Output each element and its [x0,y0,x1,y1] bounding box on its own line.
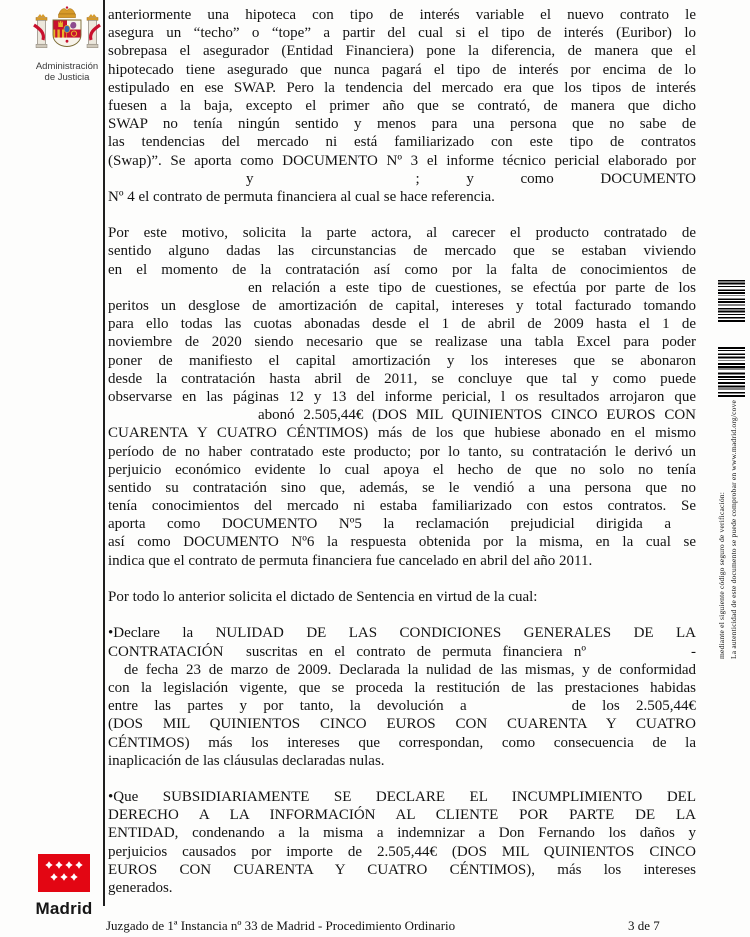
text-line: de fecha 23 de marzo de 2009. Declarada la nulidad de las mismas, y de conformidad [108,661,696,679]
text-line: abonó 2.505,44€ (DOS MIL QUINIENTOS CINCO EUROS CON [108,406,696,424]
text-line: anteriormente una hipoteca con tipo de interés variable el nuevo contrato le [108,7,696,23]
emblem-caption-line1: Administración [35,61,99,72]
text-line: DERECHO A LA INFORMACIÓN AL CLIENTE POR PARTE DE LA [108,807,696,824]
text-line: EUROS CON CUARENTA Y CUATRO CÉNTIMOS), más los intereses [108,861,696,878]
footer-court-name: Juzgado de 1ª Instancia nº 33 de Madrid - Procedimiento Ordinario [106,918,456,933]
redacted-blank [671,527,696,528]
text-line: (Swap)”. Se aporta como DOCUMENTO Nº 3 el informe técnico pericial elaborado por [108,152,696,169]
barcode-icon [718,280,745,323]
barcode-icon [718,347,745,398]
footer-page-number: 3 de 7 [628,918,660,933]
text-line: las tendencias del mercado ni está familiarizado con este tipo de contratos [108,134,696,151]
page-left-rule [103,0,105,906]
text-line: así como DOCUMENTO Nº6 la respuesta obtenida por la misma, en la cual se [108,534,696,551]
text-line: en el momento de la contratación así como por la falta de conocimientos de [108,261,696,278]
text-line: poner de manifiesto el capital amortización y los intereses que se abonaron [108,352,696,369]
text-line: Por este motivo, solicita la parte actora, al carecer el producto contratado de [108,225,696,242]
text-line: CUARENTA Y CUATRO CÉNTIMOS) más de los que hubiese abonado en el mismo [108,425,696,442]
text-line: noviembre de 2020 siendo necesario que se realizase una tabla Excel para poder [108,334,696,351]
emblem-caption [16,61,118,83]
text-line: SWAP no tenía ningún sentido y menos para una persona que no sabe de [108,116,696,133]
text-line: ENTIDAD, condenando a la misma a indemnizar a Don Fernando los daños y [108,825,696,842]
redacted-blank [108,182,246,183]
redacted-blank [586,655,691,656]
text-line: peritos un desglose de amortización de capital, intereses y total facturado tomando [108,298,696,314]
justice-administration-emblem [16,5,118,83]
paragraph [108,6,696,206]
text-line: asegura un “techo” o “tope” a partir del cual si el tipo de interés (Euribor) lo [108,25,696,42]
text-line: período de no haber contratado este producto; por lo tanto, su contratación le derivó un [108,443,696,460]
text-line: (DOS MIL QUINIENTOS CINCO EUROS CON CUARENTA Y CUATRO [108,716,696,733]
paragraph [108,624,696,770]
redacted-blank [108,673,124,674]
madrid-logo-label: Madrid [35,899,93,918]
text-line: observarse en las páginas 12 y 13 del informe pericial, l os resultados arrojaron que [108,388,696,405]
text-line: para ello todas las cuotas abonadas desde el 1 de abril de 2009 hasta el 1 de [108,316,696,333]
paragraph [108,224,696,570]
emblem-caption-line2: de Justicia [44,72,90,83]
text-line: sentido su contratación sino que, además, se le vendió a una persona que no [108,479,696,496]
text-line: inaplicación de las cláusulas declaradas nulas. [108,752,385,769]
text-line: generados. [108,880,173,896]
text-line: Por todo lo anterior solicita el dictado de Sentencia en virtud de la cual: [108,589,538,605]
text-line: CÉNTIMOS) más los intereses que correspondan, como consecuencia de la [108,734,696,751]
redacted-blank [108,418,258,419]
text-line: estipulado en ese SWAP. Pero la tendencia del mercado era que los tipos de interés [108,79,696,96]
paragraph [108,788,696,897]
text-line: entre las partes y por tanto, la devolución a de los 2.505,44€ [108,698,696,715]
document-body [108,6,696,897]
text-line: hipotecado tiene asegurado que nunca pagará el tipo de interés por encima de lo [108,61,696,78]
text-line: perjuicio económico evidente lo cual apoya el hecho de que no solo no tenía [108,461,696,478]
verification-text-line2: mediante el siguiente código seguro de verificación: [717,491,726,659]
text-line: desde la contratación hasta abril de 2011, se concluye que tal y como puede [108,370,696,387]
text-line: •Declare la NULIDAD DE LAS CONDICIONES GENERALES DE LA [108,625,696,642]
text-line: fuesen a la baja, excepto el primer año que se contrató, de manera que dicho [108,97,696,114]
text-line: •Que SUBSIDIARIAMENTE SE DECLARE EL INCUMPLIMIENTO DEL [108,789,696,806]
verification-text-line1: La autenticidad de este documento se puede comprobar en www.madrid.org/cove [729,399,738,659]
redacted-blank [467,709,572,710]
spain-coat-of-arms-icon [30,5,104,55]
madrid-region-logo [30,854,98,919]
text-line: indica que el contrato de permuta financiera fue cancelado en abril del año 2011. [108,552,593,569]
text-line: perjuicios causados por importe de 2.505,44€ (DOS MIL QUINIENTOS CINCO [108,843,696,860]
text-line: tenía conocimientos del mercado ni estaba familiarizado con estos contratos. Se [108,498,696,515]
text-line: sentido alguno dadas las circunstancias de mercado que se estaban viviendo [108,243,696,260]
text-line: en relación a este tipo de cuestiones, se efectúa por parte de los [108,279,696,297]
text-line: CONTRATACIÓN suscritas en el contrato de permuta financiera nº - [108,643,696,660]
madrid-flag-icon [38,854,90,892]
text-line: sobrepasa el asegurador (Entidad Financiera) pone la diferencia, de manera que el [108,43,696,60]
paragraph [108,588,696,606]
text-line: con la legislación vigente, que se proceda la restitución de las prestaciones habidas [108,679,696,696]
text-line: aporta como DOCUMENTO Nº5 la reclamación prejudicial dirigida a [108,515,696,533]
redacted-blank [254,182,416,183]
redacted-blank [108,291,248,292]
text-line: Nº 4 el contrato de permuta financiera al cual se hace referencia. [108,188,495,205]
text-line: y ; y como DOCUMENTO [108,170,696,188]
